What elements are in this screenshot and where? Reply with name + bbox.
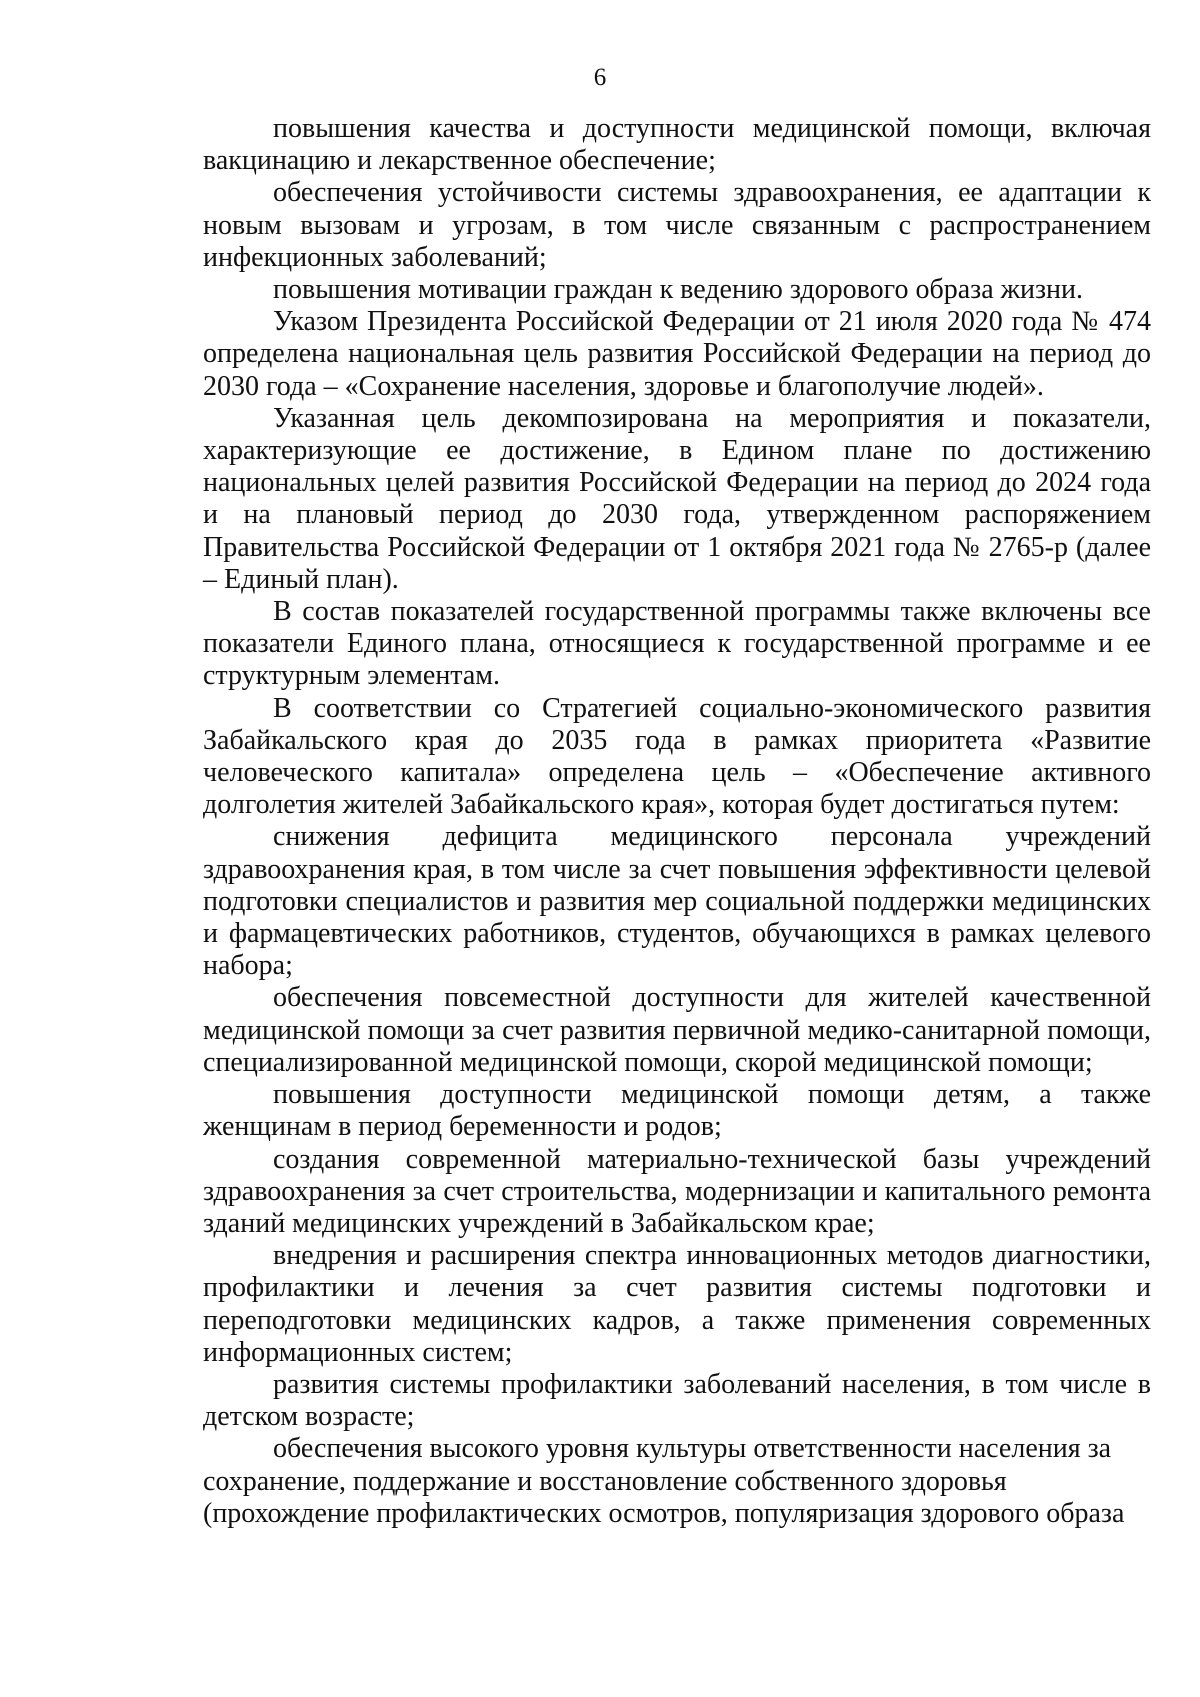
paragraph: обеспечения высокого уровня культуры ответственности населения за сохранение, поддержание и восстановление собственного здоровья (прохождение профилактических осмотров, популяризация здорового образа [203,1433,1125,1529]
paragraph: В состав показателей государственной программы также включены все показатели Единого плана, относящиеся к государственной программе и ее структурным элементам. [203,596,1151,692]
paragraph: внедрения и расширения спектра инновационных методов диагностики, профилактики и лечения за счет развития системы подготовки и переподготовки медицинских кадров, а также применения современных информационных систем; [203,1240,1151,1368]
paragraph: повышения доступности медицинской помощи детям, а также женщинам в период беременности и родов; [203,1079,1151,1143]
paragraph: обеспечения повсеместной доступности для жителей качественной медицинской помощи за счет развития первичной медико-санитарной помощи, специализированной медицинской помощи, скорой медицинской помощи; [203,982,1151,1078]
paragraph: В соответствии со Стратегией социально-экономического развития Забайкальского края до 2035 года в рамках приоритета «Развитие человеческого капитала» определена цель – «Обеспечение активного долголетия жителей Забайкальского края», которая будет достигаться путем: [203,692,1151,821]
paragraph: Указом Президента Российской Федерации от 21 июля 2020 года № 474 определена национальная цель развития Российской Федерации на период до 2030 года – «Сохранение населения, здоровье и благополучие людей». [203,306,1151,402]
paragraph: повышения мотивации граждан к ведению здорового образа жизни. [273,274,1083,306]
paragraph: создания современной материально-технической базы учреждений здравоохранения за счет строительства, модернизации и капитального ремонта зданий медицинских учреждений в Забайкальском крае; [203,1143,1151,1239]
document-body [203,113,1151,1530]
paragraph: Указанная цель декомпозирована на мероприятия и показатели, характеризующие ее достижение, в Едином плане по достижению национальных целей развития Российской Федерации на период до 2024 года и на плановый период до 2030 года, утвержденном распоряжением Правительства Российской Федерации от 1 октября 2021 года № 2765-р (далее – Единый план). [203,402,1151,595]
paragraph: развития системы профилактики заболеваний населения, в том числе в детском возрасте; [203,1368,1151,1433]
paragraph: повышения качества и доступности медицинской помощи, включая вакцинацию и лекарственное обеспечение; [203,113,1151,177]
paragraph: снижения дефицита медицинского персонала учреждений здравоохранения края, в том числе за счет повышения эффективности целевой подготовки специалистов и развития мер социальной поддержки медицинских и фармацевтических работников, студентов, обучающихся в рамках целевого набора; [203,821,1151,982]
paragraph: обеспечения устойчивости системы здравоохранения, ее адаптации к новым вызовам и угрозам, в том числе связанным с распространением инфекционных заболеваний; [203,177,1151,273]
page-number: 6 [593,64,607,91]
